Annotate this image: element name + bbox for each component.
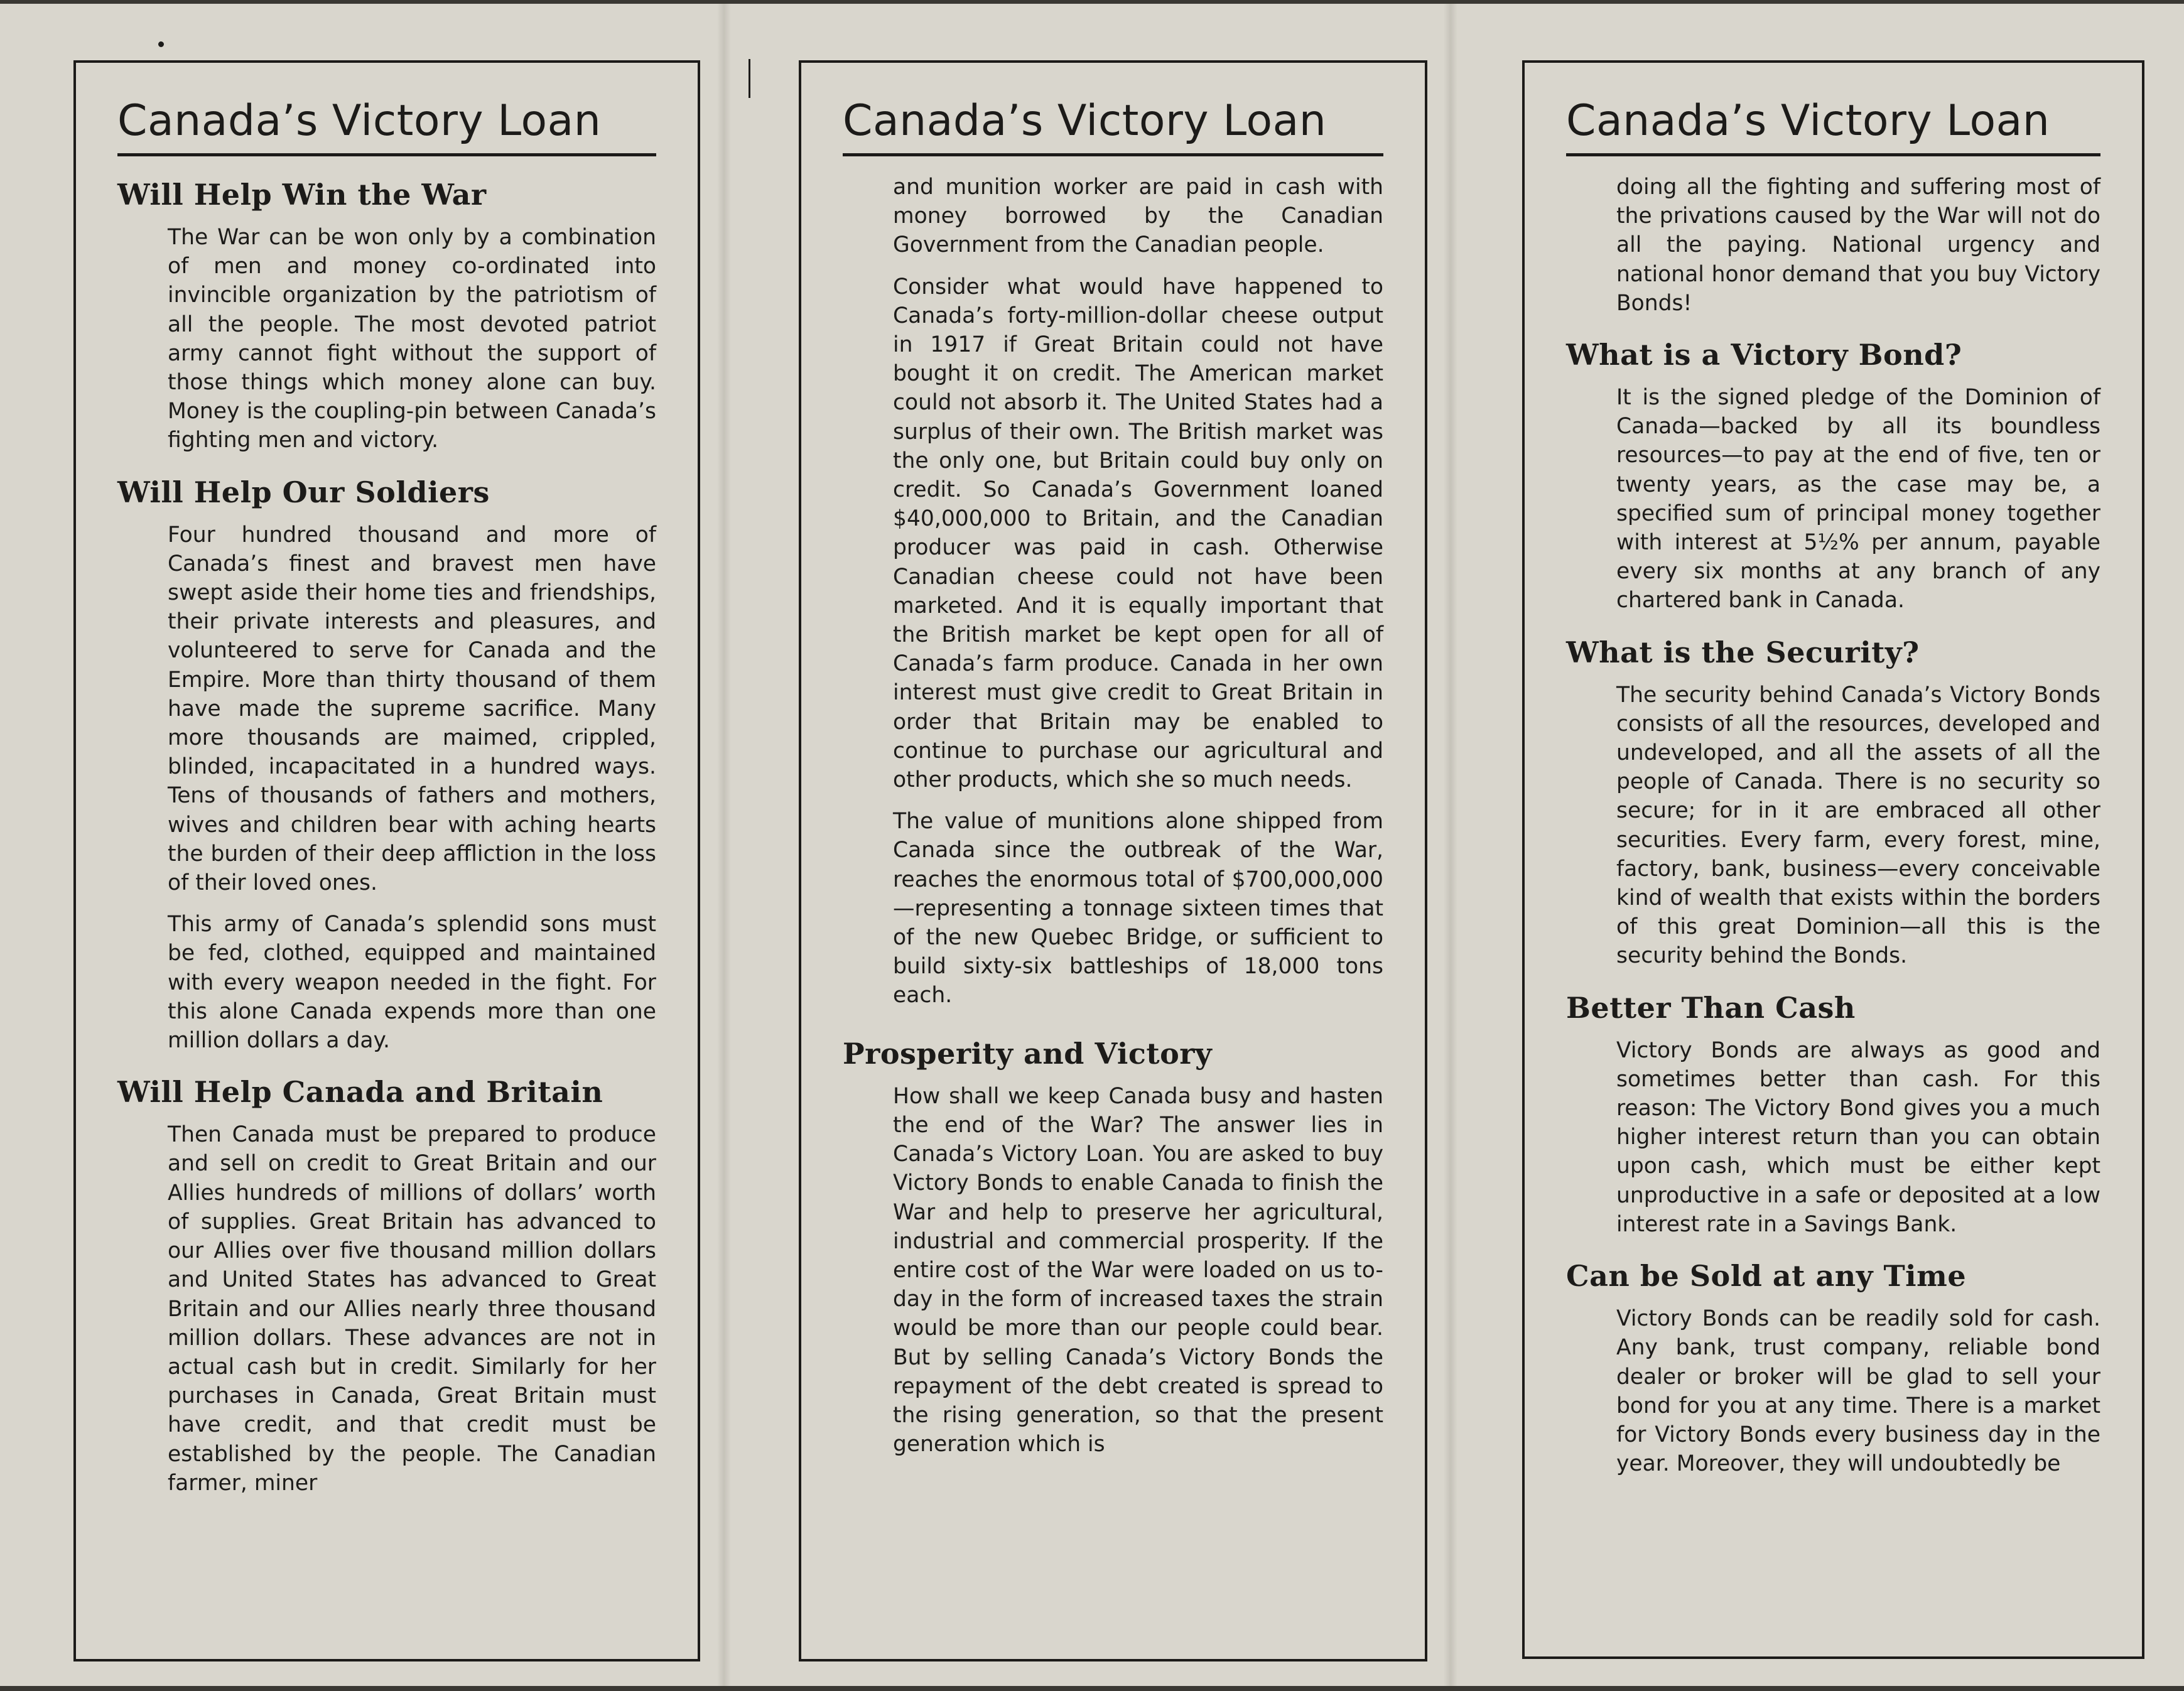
- brochure-panel-center: [799, 60, 1427, 1661]
- lead-paragraph: and munition worker are paid in cash with money borrowed by the Canadian Government from the Canadian people.: [893, 175, 1383, 258]
- section-paragraph: It is the signed pledge of the Dominion of Canada—backed by all its boundless resources—to pay at the end of five, ten or twenty years, as the case may be, a specified sum of principal money together with interest at 5½% per annum, payable every six months at any branch of any chartered bank in Canada.: [1616, 385, 2100, 613]
- panel-title: Canada’s Victory Loan: [117, 95, 656, 156]
- panel-title: Canada’s Victory Loan: [843, 95, 1383, 156]
- section-heading-can-be-sold: Can be Sold at any Time: [1566, 1259, 1967, 1294]
- section-paragraph: Victory Bonds are always as good and sometimes better than cash. For this reason: The Victory Bond gives you a much higher interest return than you can obtain upon cash, which must be either kept unproductive in a safe or deposited at a low interest rate in a Savings Bank.: [1616, 1037, 2100, 1237]
- section-heading-win-the-war: Will Help Win the War: [117, 178, 487, 212]
- ink-speck: [158, 41, 164, 47]
- page-top-edge: [0, 0, 2184, 4]
- lead-paragraph: The value of munitions alone shipped from Canada since the outbreak of the War, reaches the enormous total of $700,000,000—representing a tonnage sixteen times that of the new Quebec Bridge, or sufficient to build sixty-six battleships of 18,000 tons each.: [893, 809, 1383, 1008]
- section-paragraph: This army of Canada’s splendid sons must be fed, clothed, equipped and maintained with every weapon needed in the fight. For this alone Canada expends more than one million dollars a day.: [168, 912, 656, 1054]
- section-heading-better-than-cash: Better Than Cash: [1566, 990, 1856, 1025]
- section-paragraph: The security behind Canada’s Victory Bonds consists of all the resources, developed and undeveloped, and all the assets of all the people of Canada. There is no security so secure; for in it are embraced all other securities. Every farm, every forest, mine, factory, bank, business—every conceivable kind of wealth that exists within the borders of this great Dominion—all this is the security behind the Bonds.: [1616, 682, 2100, 969]
- section-heading-what-is-the-security: What is the Security?: [1566, 635, 1920, 669]
- ink-mark: [749, 59, 750, 98]
- fold-crease-right: [1444, 0, 1457, 1691]
- section-paragraph: Victory Bonds can be readily sold for cash. Any bank, trust company, reliable bond dealer or broker will be glad to sell your bond for you at any time. There is a market for Victory Bonds every business day in the year. Moreover, they will undoubtedly be: [1616, 1306, 2100, 1477]
- section-paragraph: How shall we keep Canada busy and hasten the end of the War? The answer lies in Canada’s Victory Loan. You are asked to buy Victory Bonds to enable Canada to finish the War and help to preserve her agricultural, industrial and commercial prosperity. If the entire cost of the War were loaded on us to-day in the form of increased taxes the strain would be more than our people could bear. But by selling Canada’s Victory Bonds the repayment of the debt created is spread to the rising generation, so that the present generation which is: [893, 1083, 1383, 1457]
- panel-title: Canada’s Victory Loan: [1566, 95, 2100, 156]
- section-heading-what-is-a-victory-bond: What is a Victory Bond?: [1566, 338, 1962, 372]
- page-bottom-edge: [0, 1686, 2184, 1691]
- fold-crease-left: [717, 0, 731, 1691]
- section-paragraph: Four hundred thousand and more of Canada’s finest and bravest men have swept aside their home ties and friendships, their private interests and pleasures, and volunteered to serve for Canada and the Empire. More than thirty thousand of them have made the supreme sacrifice. Many more thousands are maimed, crippled, blinded, incapacitated in a hundred ways. Tens of thousands of fathers and mothers, wives and children bear with aching hearts the burden of their deep affliction in the loss of their loved ones.: [168, 522, 656, 896]
- brochure-panel-left: [73, 60, 700, 1661]
- section-paragraph: The War can be won only by a combination of men and money co-ordinated into invincible organization by the patriotism of all the people. The most devoted patriot army cannot fight without the support of those things which money alone can buy. Money is the coupling-pin between Canada’s fighting men and victory.: [168, 225, 656, 453]
- section-heading-prosperity-and-victory: Prosperity and Victory: [843, 1036, 1213, 1071]
- section-heading-canada-and-britain: Will Help Canada and Britain: [117, 1075, 603, 1110]
- lead-paragraph: Consider what would have happened to Canada’s forty-million-dollar cheese output in 1917 if Great Britain could not have bought it on credit. The American market could not absorb it. The United States had a surplus of their own. The British market was the only one, but Britain could buy only on credit. So Canada’s Government loaned $40,000,000 to Britain, and the Canadian producer was paid in cash. Otherwise Canadian cheese could not have been marketed. And it is equally important that the British market be kept open for all of Canada’s farm produce. Canada in her own interest must give credit to Great Britain in order that Britain may be enabled to continue to purchase our agricultural and other products, which she so much needs.: [893, 274, 1383, 793]
- section-paragraph: Then Canada must be prepared to produce and sell on credit to Great Britain and our Allies hundreds of millions of dollars’ worth of supplies. Great Britain has advanced to our Allies over five thousand million dollars and United States has advanced to Great Britain and our Allies nearly three thousand million dollars. These advances are not in actual cash but in credit. Similarly for her purchases in Canada, Great Britain must have credit, and that credit must be established by the people. The Canadian farmer, miner: [168, 1122, 656, 1496]
- section-heading-our-soldiers: Will Help Our Soldiers: [117, 475, 490, 509]
- lead-paragraph: doing all the fighting and suffering most of the privations caused by the War will not do all the paying. National urgency and national honor demand that you buy Victory Bonds!: [1616, 175, 2100, 316]
- brochure-panel-right: [1522, 60, 2144, 1659]
